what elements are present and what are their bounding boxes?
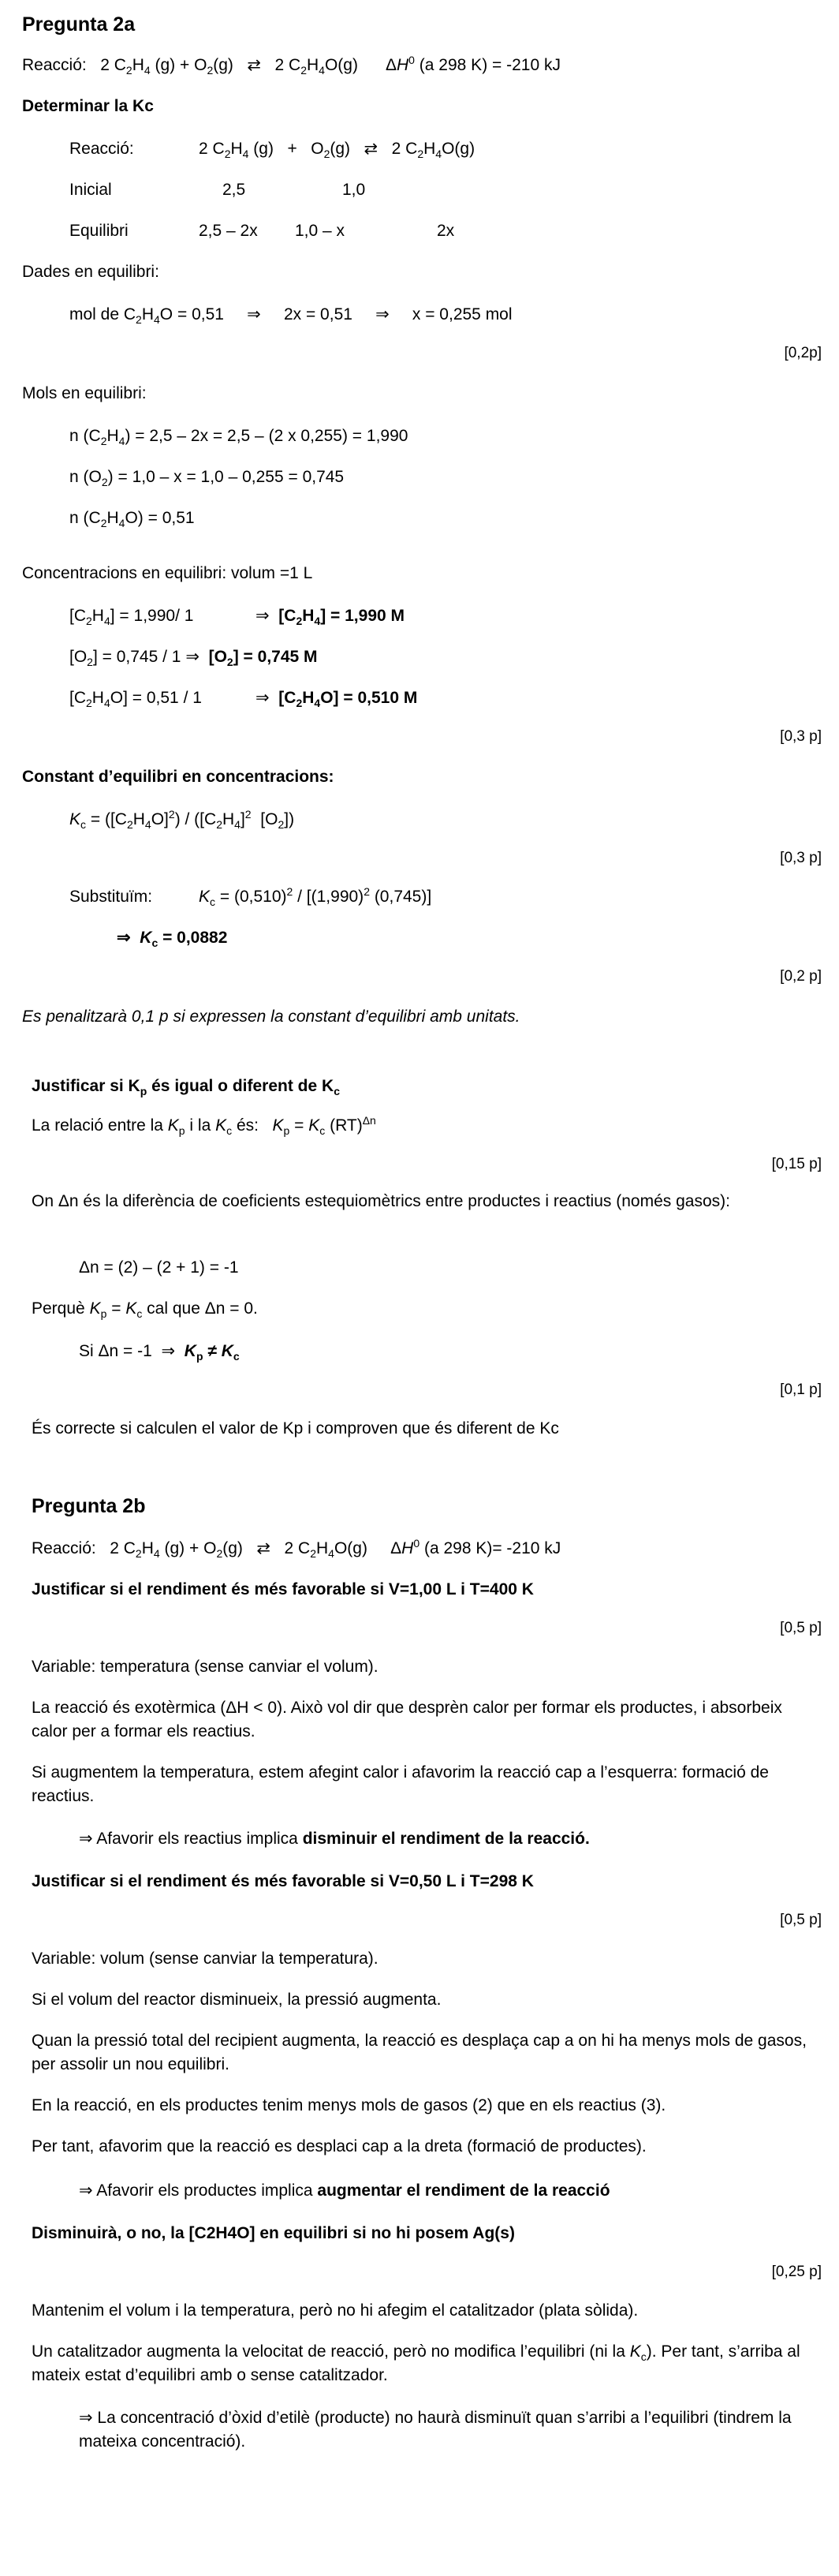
delta-n-explanation: On Δn és la diferència de coeficients estequiomètrics entre productes i reactius (només gasos): [32, 1192, 730, 1210]
justify-kp-heading: Justificar si $K_p$ és igual o diferent de $K_c$ [32, 1077, 340, 1098]
points-badge: [0,5 p] [780, 1912, 822, 1928]
correct-note: És correcte si calculen el valor de Kp i comproven que és diferent de Kc [32, 1419, 559, 1438]
justify-v1-heading: Justificar si el rendiment és més favorable si V=1,00 L i T=400 K [32, 1580, 534, 1598]
n-c2h4o-line: n $(C_2H_4O) = 0,51$ [69, 509, 195, 530]
table-row-initial: Inicial 2,5 1,0 [69, 181, 366, 199]
q2a-reaction-equation: Reacció: 2 $C_2H_4$ $(g) + O_2(g)$ ⇄ 2 $C_2H_4O(g)$ $\Delta H^0$ (a 298 K) = -210 kJ [22, 54, 561, 77]
justify-v2-heading: Justificar si el rendiment és més favorable si V=0,50 L i T=298 K [32, 1872, 534, 1890]
conc-c2h4o-line: $[C_2H_4O] = 0,51 / 1$ ⇒ $[C_2H_4O] = 0,510$ M [69, 689, 418, 710]
conclusion-catalyst: ⇒ La concentració d’òxid d’etilè (producte) no haurà disminuït quan s’arribi a l’equilibri (tindrem la mateixa concentració). [79, 2409, 792, 2451]
points-badge: [0,25 p] [771, 2264, 822, 2280]
shift-paragraph: Per tant, afavorim que la reacció es desplaci cap a la dreta (formació de productes). [32, 2137, 647, 2155]
points-badge: [0,2p] [784, 345, 822, 361]
mols-eq-title: Mols en equilibri: [22, 384, 147, 402]
catalyst-paragraph-2: Un catalitzador augmenta la velocitat de reacció, però no modifica l’equilibri (ni la $K_c$). Per tant, s’arriba al mateix estat d’equilibri amb o sense catalitzador. [32, 2342, 800, 2384]
conclusion-reactants: ⇒ Afavorir els reactius implica disminuir el rendiment de la reacció. [79, 1830, 590, 1848]
determine-kc-heading: Determinar la Kc [22, 97, 154, 115]
penalty-note: Es penalitzarà 0,1 p si expressen la constant d’equilibri amb unitats. [22, 1008, 520, 1026]
table-row-equilibrium: Equilibri 2,5 – 2x 1,0 – x 2x [69, 222, 455, 240]
catalyst-heading: Disminuirà, o no, la [C2H4O] en equilibri si no hi posem Ag(s) [32, 2224, 515, 2242]
mol-c2h4o-line: mol de $C_2H_4O = 0,51$ ⇒ 2x = 0,51 ⇒ x = 0,255 mol [69, 305, 513, 327]
points-badge: [0,3 p] [780, 850, 822, 866]
catalyst-paragraph-1: Mantenim el volum i la temperatura, però no hi afegim el catalitzador (plata sòlida). [32, 2301, 639, 2320]
const-eq-heading: Constant d’equilibri en concentracions: [22, 768, 334, 786]
q2b-reaction-equation: Reacció: 2 $C_2H_4$ $(g) + O_2(g)$ ⇄ 2 $C_2H_4O(g)$ $\Delta H^0$ (a 298 K)= -210 kJ [32, 1537, 561, 1561]
kp-kc-relation: La relació entre la $K_p$ i la $K_c$ és: $K_p = K_c$ (RT)$^{\Delta n}$ [32, 1114, 376, 1138]
conclusion-products: ⇒ Afavorir els productes implica augmentar el rendiment de la reacció [79, 2182, 610, 2200]
temperature-paragraph: Si augmentem la temperatura, estem afegint calor i afavorim la reacció cap a l’esquerra: formació de reactius. [32, 1763, 769, 1805]
variable-temperature: Variable: temperatura (sense canviar el volum). [32, 1658, 378, 1676]
table-row-reaction: Reacció: 2 $C_2H_4$ $(g) + O_2(g)$ ⇄ 2 $C_2H_4O(g)$ [69, 140, 475, 161]
conc-eq-title: Concentracions en equilibri: volum =1 L [22, 564, 313, 582]
variable-volume: Variable: volum (sense canviar la temperatura). [32, 1950, 378, 1968]
points-badge: [0,1 p] [780, 1381, 822, 1398]
points-badge: [0,2 p] [780, 968, 822, 985]
points-badge: [0,5 p] [780, 1620, 822, 1636]
q2a-title: Pregunta 2a [22, 13, 136, 36]
exothermic-paragraph: La reacció és exotèrmica (ΔH < 0). Això vol dir que desprèn calor per formar els productes, i absorbeix calor per a formar els reactius. [32, 1699, 782, 1740]
kc-expression: $K_c = ([C_2H_4O]^2) / ([C_2H_4]^2$ $[O_2]$) [69, 808, 295, 832]
points-badge: [0,3 p] [780, 728, 822, 745]
conc-o2-line: $[O_2] = 0,745 / 1$ ⇒ $[O_2] = 0,745$ M [69, 648, 318, 669]
conc-c2h4-line: $[C_2H_4] = 1,990/$ 1 ⇒ $[C_2H_4] = 1,990$ M [69, 607, 405, 628]
data-eq-title: Dades en equilibri: [22, 263, 159, 281]
kc-result: ⇒ $K_c = 0,0882$ [117, 929, 228, 950]
volume-paragraph: Si el volum del reactor disminueix, la pressió augmenta. [32, 1991, 442, 2009]
moles-paragraph: En la reacció, en els productes tenim menys mols de gasos (2) que en els reactius (3). [32, 2096, 666, 2114]
points-badge: [0,15 p] [771, 1156, 822, 1172]
n-c2h4-line: n $(C_2H_4) = 2,5 - 2x = 2,5 - (2$ x 0,255) = 1,990 [69, 427, 408, 448]
delta-n-equation: Δn = (2) – (2 + 1) = -1 [79, 1258, 239, 1277]
kc-substitution: Substituïm: $K_c = (0,510)^2 / [(1,990)^2$ (0,745)] [69, 885, 432, 909]
pressure-paragraph: Quan la pressió total del recipient augmenta, la reacció es desplaça cap a on hi ha menys mols de gasos, per assolir un nou equilibri. [32, 2032, 807, 2073]
if-delta-line: Si Δn = -1 ⇒ $K_p \ne K_c$ [79, 1342, 240, 1363]
reaction-label: Reacció: [22, 56, 87, 74]
q2b-title: Pregunta 2b [32, 1495, 146, 1517]
because-line: Perquè $K_p = K_c$ cal que Δn = 0. [32, 1299, 258, 1321]
n-o2-line: n $(O_2) = 1,0 - x = 1,0 - 0,255 = 0,745$ [69, 468, 345, 489]
